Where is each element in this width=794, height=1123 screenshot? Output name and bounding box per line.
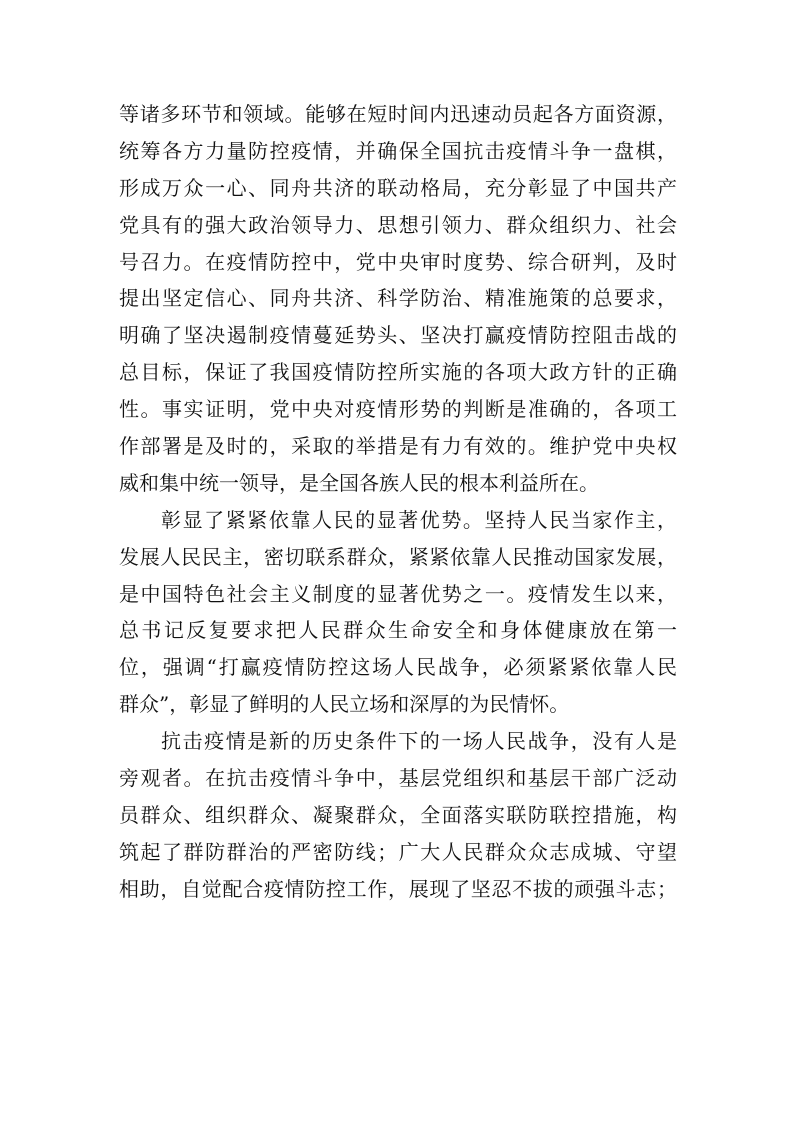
text-line: 彰显了紧紧依靠人民的显著优势。坚持人民当家作主， [161, 507, 677, 532]
text-line: 性。事实证明，党中央对疫情形势的判断是准确的，各项工 [119, 397, 677, 422]
text-line: 相助，自觉配合疫情防控工作，展现了坚忍不拔的顽强斗志； [119, 876, 677, 901]
paragraph-1 [119, 96, 677, 502]
paragraph-2 [119, 502, 677, 723]
text-line: 是中国特色社会主义制度的显著优势之一。疫情发生以来， [119, 581, 677, 606]
text-line: 旁观者。在抗击疫情斗争中，基层党组织和基层干部广泛动 [119, 766, 677, 791]
text-line: 总目标，保证了我国疫情防控所实施的各项大政方针的正确 [119, 360, 677, 385]
text-line: 形成万众一心、同舟共济的联动格局，充分彰显了中国共产 [119, 175, 677, 200]
text-line: 等诸多环节和领域。能够在短时间内迅速动员起各方面资源， [119, 102, 677, 126]
text-line: 统筹各方力量防控疫情，并确保全国抗击疫情斗争一盘棋， [119, 138, 677, 163]
text-line: 号召力。在疫情防控中，党中央审时度势、综合研判，及时 [119, 249, 677, 274]
text-line: 提出坚定信心、同舟共济、科学防治、精准施策的总要求， [119, 286, 677, 311]
text-line: 发展人民民主，密切联系群众，紧紧依靠人民推动国家发展， [119, 544, 677, 569]
text-line: 党具有的强大政治领导力、思想引领力、群众组织力、社会 [119, 212, 677, 237]
text-line: 位，强调“打赢疫情防控这场人民战争，必须紧紧依靠人民 [119, 655, 677, 680]
text-line: 抗击疫情是新的历史条件下的一场人民战争，没有人是 [161, 729, 677, 754]
document-body [119, 96, 677, 908]
text-line: 群众”，彰显了鲜明的人民立场和深厚的为民情怀。 [119, 692, 570, 717]
text-line: 威和集中统一领导，是全国各族人民的根本利益所在。 [119, 470, 599, 495]
text-line: 员群众、组织群众、凝聚群众，全面落实联防联控措施，构 [119, 802, 677, 827]
text-line: 作部署是及时的，采取的举措是有力有效的。维护党中央权 [119, 434, 677, 459]
paragraph-3 [119, 723, 677, 907]
text-line: 筑起了群防群治的严密防线；广大人民群众众志成城、守望 [119, 839, 677, 864]
text-line: 明确了坚决遏制疫情蔓延势头、坚决打赢疫情防控阻击战的 [119, 323, 677, 348]
text-line: 总书记反复要求把人民群众生命安全和身体健康放在第一 [119, 618, 677, 643]
